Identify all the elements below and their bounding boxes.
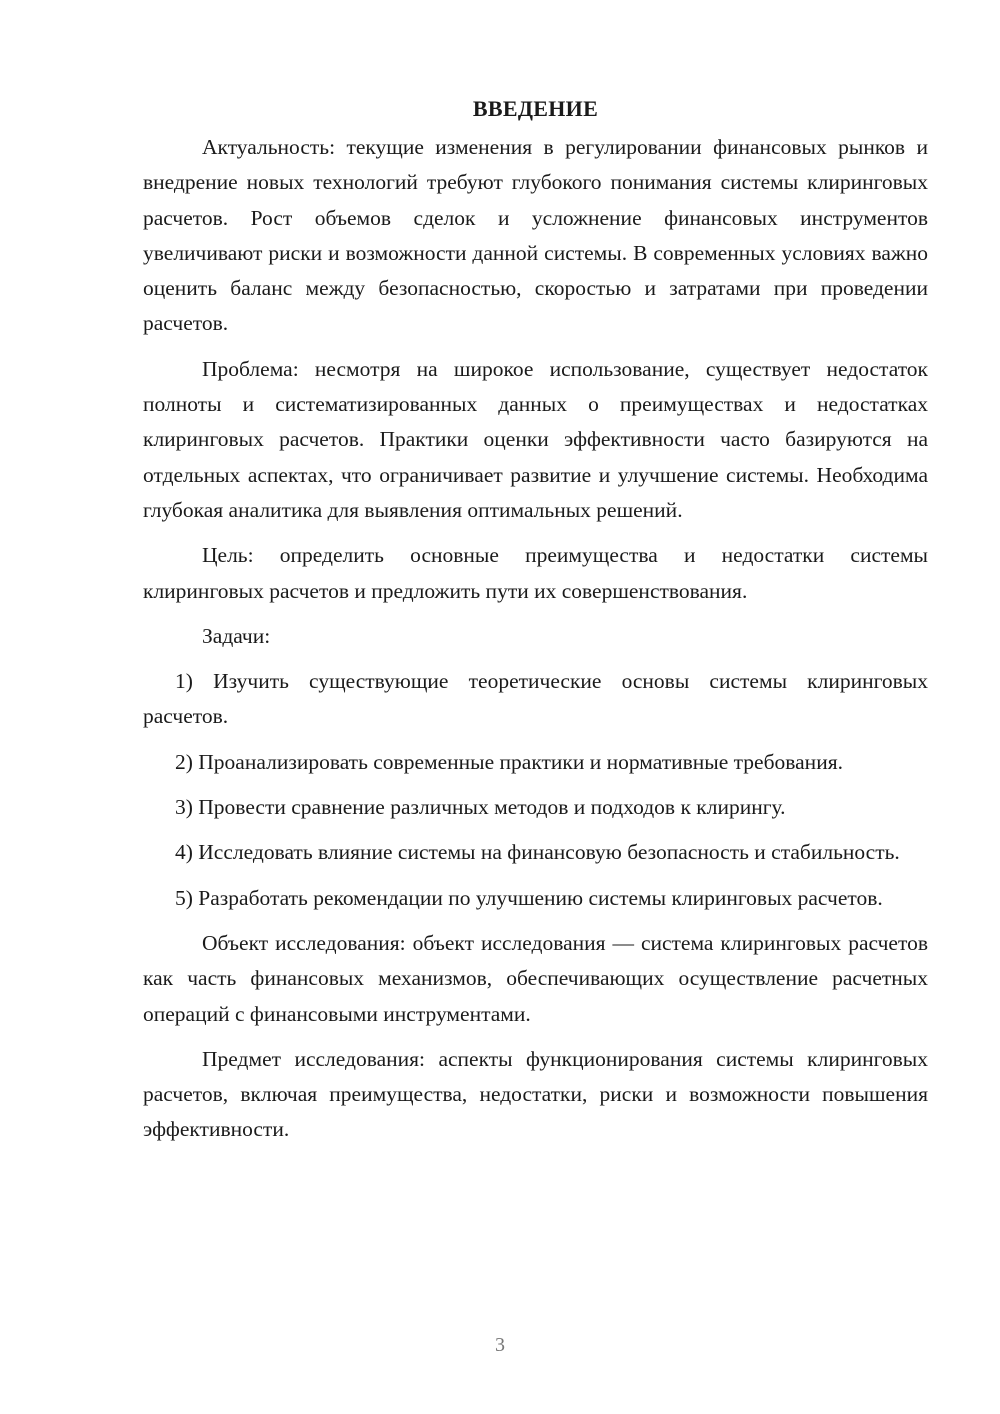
task-item: 1) Изучить существующие теоретические основы системы клиринговых расчетов. xyxy=(143,669,928,729)
tasks-label: Задачи: xyxy=(202,623,271,648)
tasks-list xyxy=(143,664,928,916)
task-item: 5) Разработать рекомендации по улучшению системы клиринговых расчетов. xyxy=(175,885,883,910)
paragraph-goal: Цель: определить основные преимущества и недостатки системы клиринговых расчетов и предложить пути их совершенствования. xyxy=(143,543,928,603)
task-item: 4) Исследовать влияние системы на финансовую безопасность и стабильность. xyxy=(175,840,900,865)
task-item: 2) Проанализировать современные практики и нормативные требования. xyxy=(175,749,843,774)
paragraph-subject: Предмет исследования: аспекты функционирования системы клиринговых расчетов, включая преимущества, недостатки, риски и возможности повышения эффективности. xyxy=(143,1046,928,1142)
task-item: 3) Провести сравнение различных методов и подходов к клирингу. xyxy=(175,795,786,820)
page-number: 3 xyxy=(495,1334,505,1356)
paragraph-object: Объект исследования: объект исследования — система клиринговых расчетов как часть финансовых механизмов, обеспечивающих осуществление расчетных операций с финансовыми инструментами. xyxy=(143,930,928,1026)
document-page xyxy=(143,92,928,1148)
paragraph-relevance: Актуальность: текущие изменения в регулировании финансовых рынков и внедрение новых технологий требуют глубокого понимания системы клиринговых расчетов. Рост объемов сделок и усложнение финансовых инструментов увеличивают риски и возможности данной системы. В современных условиях важно оценить баланс между безопасностью, скоростью и затратами при проведении расчетов. xyxy=(143,135,928,336)
section-heading: ВВЕДЕНИЕ xyxy=(472,96,599,121)
paragraph-problem: Проблема: несмотря на широкое использование, существует недостаток полноты и систематизированных данных о преимуществах и недостатках клиринговых расчетов. Практики оценки эффективности часто базируются на отдельных аспектах, что ограничивает развитие и улучшение системы. Необходима глубокая аналитика для выявления оптимальных решений. xyxy=(143,356,928,522)
